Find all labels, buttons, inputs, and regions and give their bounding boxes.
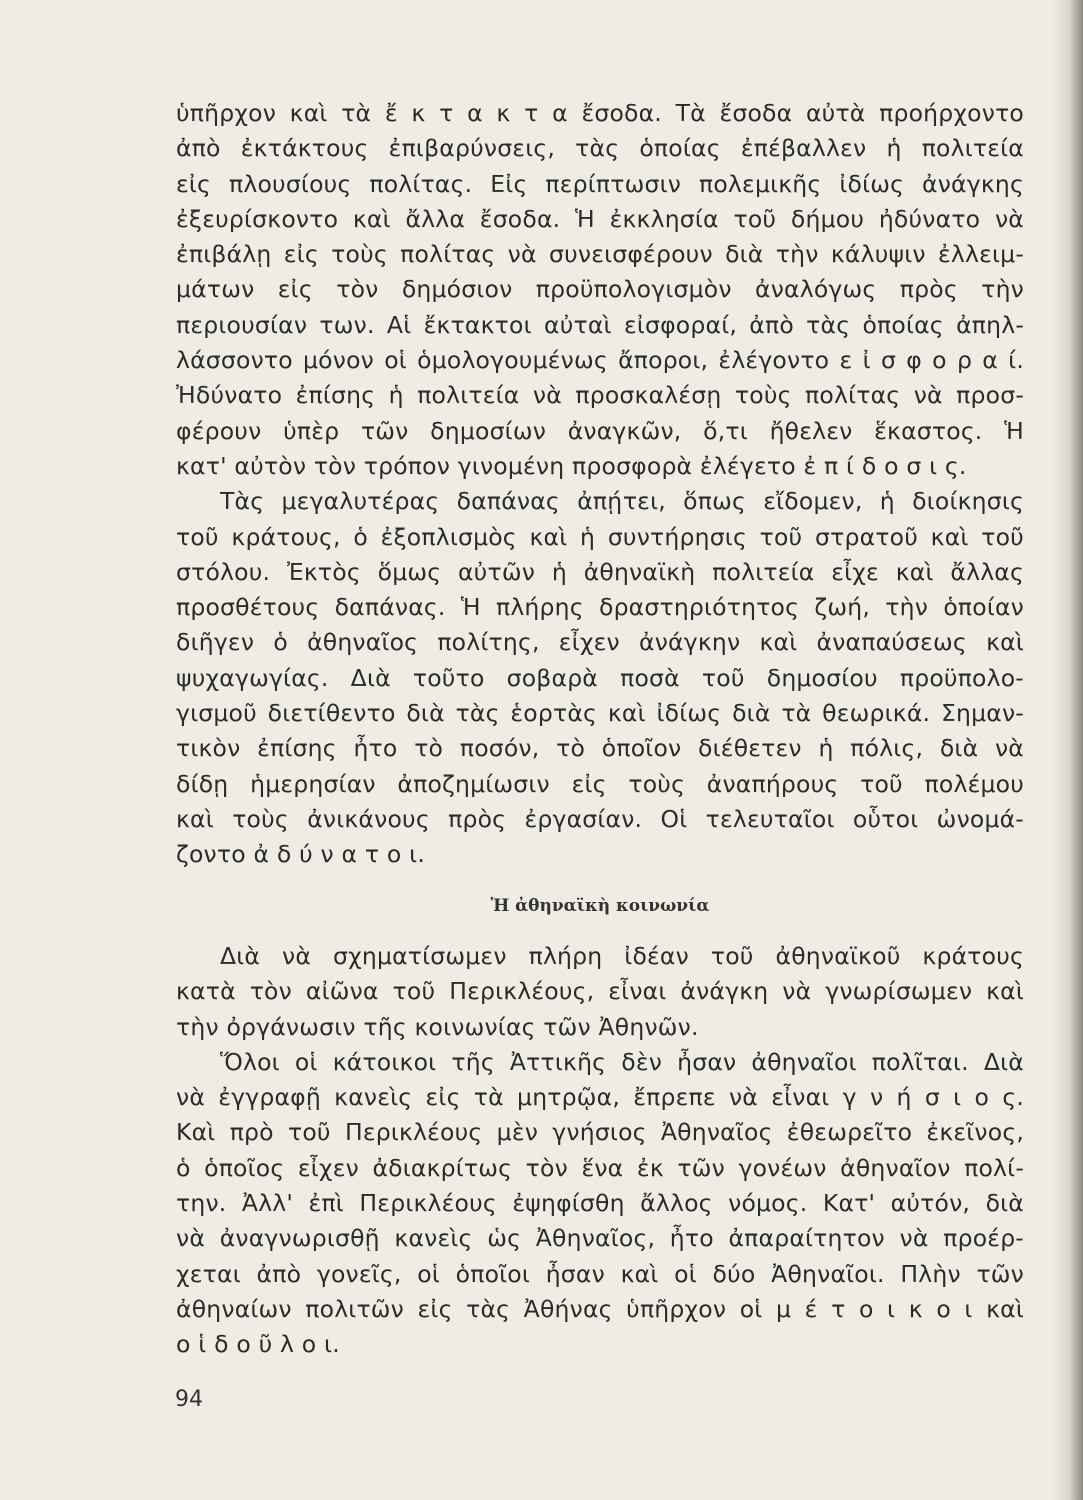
page-number: 94 <box>175 1387 203 1412</box>
text-line: Καὶ πρὸ τοῦ Περικλέους μὲν γνήσιος Ἀθηναῖος ἐθεωρεῖτο ἐκεῖνος, <box>176 1118 1024 1147</box>
text-line: λάσσοντο μόνον οἱ ὁμολογουμένως ἄποροι, ἐλέγοντο ε ἰ σ φ ο ρ α ί. <box>176 346 1024 375</box>
text-line: νὰ ἐγγραφῇ κανεὶς εἰς τὰ μητρῷα, ἔπρεπε νὰ εἶναι γ ν ή σ ι ο ς. <box>176 1083 1024 1112</box>
text-line: ἀπὸ ἐκτάκτους ἐπιβαρύνσεις, τὰς ὁποίας ἐπέβαλλεν ἡ πολιτεία <box>176 134 1024 163</box>
text-line: εἰς πλουσίους πολίτας. Εἰς περίπτωσιν πολεμικῆς ἰδίως ἀνάγκης <box>176 169 1024 198</box>
text-line: ψυχαγωγίας. Διὰ τοῦτο σοβαρὰ ποσὰ τοῦ δημοσίου προϋπολο- <box>176 663 1024 692</box>
text-line: διῆγεν ὁ ἀθηναῖος πολίτης, εἶχεν ἀνάγκην καὶ ἀναπαύσεως καὶ <box>176 628 1024 657</box>
text-line: καὶ τοὺς ἀνικάνους πρὸς ἐργασίαν. Οἱ τελευταῖοι οὗτοι ὠνομά- <box>176 804 1024 833</box>
text-line: μάτων εἰς τὸν δημόσιον προϋπολογισμὸν ἀναλόγως πρὸς τὴν <box>176 275 1024 304</box>
text-line: ζοντο ἀ δ ύ ν α τ ο ι. <box>176 840 426 869</box>
text-line: δίδῃ ἡμερησίαν ἀποζημίωσιν εἰς τοὺς ἀναπήρους τοῦ πολέμου <box>176 769 1024 798</box>
text-line: περιουσίαν των. Αἱ ἔκτακτοι αὐταὶ εἰσφοραί, ἀπὸ τὰς ὁποίας ἀπηλ- <box>176 310 1024 339</box>
text-line: προσθέτους δαπάνας. Ἡ πλήρης δραστηριότητος ζωή, τὴν ὁποίαν <box>176 593 1024 622</box>
text-line: στόλου. Ἐκτὸς ὅμως αὐτῶν ἡ ἀθηναϊκὴ πολιτεία εἶχε καὶ ἄλλας <box>176 557 1024 586</box>
text-line: Διὰ νὰ σχηματίσωμεν πλήρη ἰδέαν τοῦ ἀθηναϊκοῦ κράτους <box>220 942 1024 970</box>
text-line: ὁ ὁποῖος εἶχεν ἀδιακρίτως τὸν ἕνα ἐκ τῶν γονέων ἀθηναῖον πολί- <box>176 1153 1024 1182</box>
text-line: τικὸν ἐπίσης ἦτο τὸ ποσόν, τὸ ὁποῖον διέθετεν ἡ πόλις, διὰ νὰ <box>176 734 1024 763</box>
text-line: κατὰ τὸν αἰῶνα τοῦ Περικλέους, εἶναι ἀνάγκη νὰ γνωρίσωμεν καὶ <box>176 977 1024 1006</box>
text-line: κατ' αὐτὸν τὸν τρόπον γινομένη προσφορὰ ἐλέγετο ἐ π ί δ ο σ ι ς. <box>176 451 967 480</box>
text-line: Τὰς μεγαλυτέρας δαπάνας ἀπῄτει, ὅπως εἴδομεν, ἡ διοίκησις <box>220 487 1024 516</box>
text-line: ἀθηναίων πολιτῶν εἰς τὰς Ἀθήνας ὑπῆρχον οἱ μ έ τ ο ι κ ο ι καὶ <box>176 1294 1024 1323</box>
text-line: τὴν ὀργάνωσιν τῆς κοινωνίας τῶν Ἀθηνῶν. <box>176 1012 699 1041</box>
section-heading: Ἡ ἀθηναϊκὴ κοινωνία <box>490 896 710 916</box>
text-line: ἐξευρίσκοντο καὶ ἄλλα ἔσοδα. Ἡ ἐκκλησία τοῦ δήμου ἠδύνατο νὰ <box>176 204 1024 233</box>
text-line: χεται ἀπὸ γονεῖς, οἱ ὁποῖοι ἦσαν καὶ οἱ δύο Ἀθηναῖοι. Πλὴν τῶν <box>176 1259 1024 1288</box>
body-text-section-2 <box>176 939 1024 1363</box>
text-line: φέρουν ὑπὲρ τῶν δημοσίων ἀναγκῶν, ὅ,τι ἤθελεν ἕκαστος. Ἡ <box>176 416 1024 445</box>
text-line: Ὅλοι οἱ κάτοικοι τῆς Ἀττικῆς δὲν ἦσαν ἀθηναῖοι πολῖται. Διὰ <box>220 1047 1024 1076</box>
text-line: ἐπιβάλῃ εἰς τοὺς πολίτας νὰ συνεισφέρουν διὰ τὴν κάλυψιν ἐλλειμ- <box>176 240 1024 269</box>
text-line: ὑπῆρχον καὶ τὰ ἔ κ τ α κ τ α ἔσοδα. Τὰ ἔσοδα αὐτὰ προήρχοντο <box>176 99 1024 127</box>
text-line: γισμοῦ διετίθεντο διὰ τὰς ἑορτὰς καὶ ἰδίως διὰ τὰ θεωρικά. Σημαν- <box>176 699 1024 728</box>
text-line: ο ἱ δ ο ῦ λ ο ι. <box>176 1330 340 1359</box>
text-line: Ἠδύνατο ἐπίσης ἡ πολιτεία νὰ προσκαλέσῃ τοὺς πολίτας νὰ προσ- <box>176 381 1024 410</box>
text-line: τοῦ κράτους, ὁ ἐξοπλισμὸς καὶ ἡ συντήρησις τοῦ στρατοῦ καὶ τοῦ <box>176 522 1024 551</box>
page-spine-shadow <box>1053 0 1083 1500</box>
text-line: την. Ἀλλ' ἐπὶ Περικλέους ἐψηφίσθη ἄλλος νόμος. Κατ' αὐτόν, διὰ <box>176 1189 1024 1218</box>
body-text-section-1 <box>176 96 1024 873</box>
text-line: νὰ ἀναγνωρισθῇ κανεὶς ὡς Ἀθηναῖος, ἦτο ἀπαραίτητον νὰ προέρ- <box>176 1224 1024 1253</box>
